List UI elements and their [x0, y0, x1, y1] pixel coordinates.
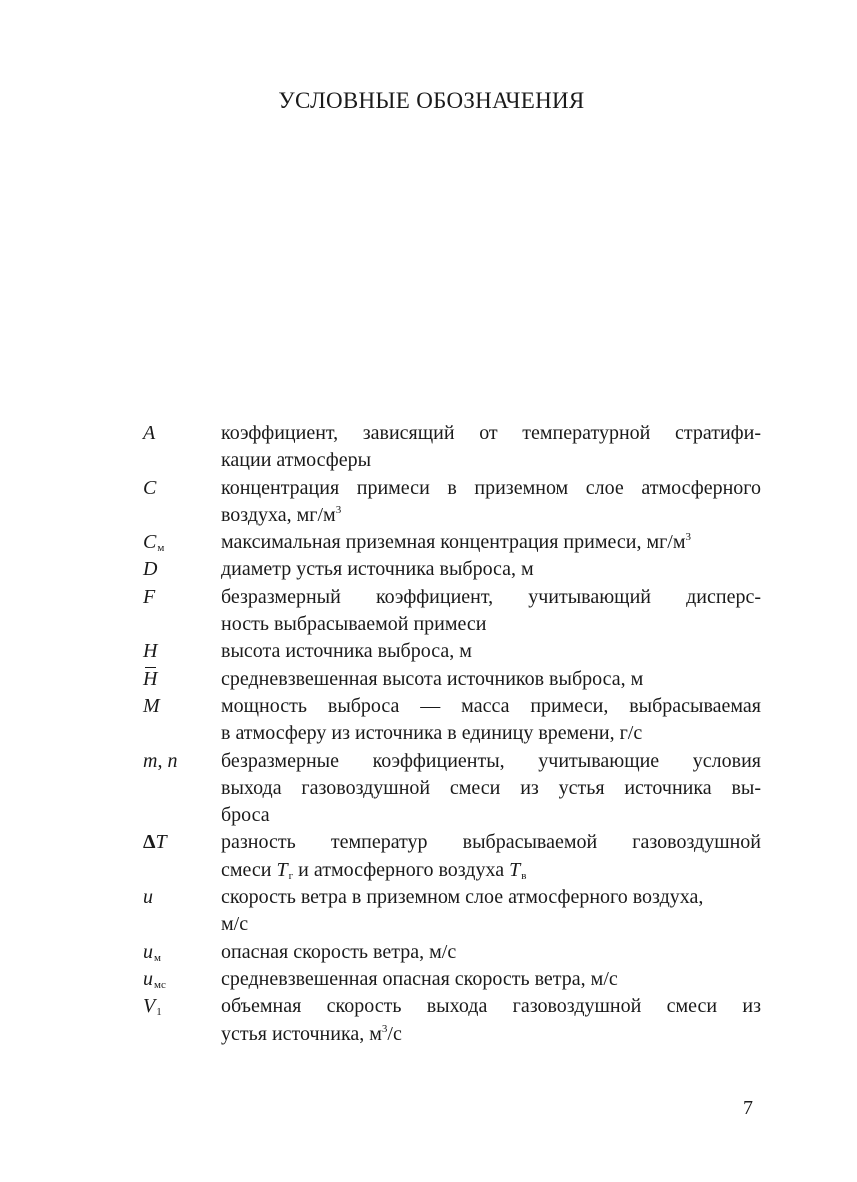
symbol: C — [143, 476, 157, 499]
list-item — [143, 748, 761, 830]
description: опасная скорость ветра, м/с — [221, 940, 457, 963]
symbol: M — [143, 694, 160, 717]
description: безразмерный коэффициент, учитывающий дисперс- ность выбрасываемой примеси — [221, 585, 761, 636]
description: мощность выброса — масса примеси, выбрасываемая в атмосферу из источника в единицу времени, г/с — [221, 694, 761, 745]
list-item — [143, 638, 761, 665]
symbol: H — [143, 640, 158, 663]
list-item — [143, 939, 761, 966]
page-number: 7 — [743, 1097, 753, 1119]
page-title: УСЛОВНЫЕ ОБОЗНАЧЕНИЯ — [278, 88, 585, 113]
symbol: F — [143, 585, 156, 608]
symbol: m, n — [143, 749, 178, 772]
symbol: u — [143, 886, 153, 909]
description: диаметр устья источника выброса, м — [221, 558, 534, 581]
symbol: $u_{мс}$ — [143, 967, 166, 991]
description: объемная скорость выхода газовоздушной смеси из устья источника, $м^3/с$ — [221, 995, 761, 1045]
list-item — [143, 829, 761, 884]
description: средневзвешенная опасная скорость ветра, м/с — [221, 967, 618, 990]
list-item — [143, 475, 761, 530]
symbol: $C_м$ — [143, 531, 165, 555]
symbol: A — [143, 422, 156, 444]
description: коэффициент, зависящий от температурной стратифи- кации атмосферы — [221, 422, 761, 472]
list-item — [143, 666, 761, 693]
description: разность температур выбрасываемой газовоздушной смеси $T_г$ и атмосферного воздуха $T_в$ — [221, 831, 761, 882]
description: безразмерные коэффициенты, учитывающие условия выхода газовоздушной смеси из устья источника вы- броса — [221, 749, 761, 827]
description: концентрация примеси в приземном слое атмосферного воздуха, $мг/м^3$ — [221, 476, 761, 526]
symbol: ΔT — [143, 831, 167, 854]
symbol: D — [143, 558, 158, 581]
description: средневзвешенная высота источников выброса, м — [221, 667, 644, 690]
list-item — [143, 993, 761, 1048]
description: максимальная приземная концентрация примеси, $мг/м^3$ — [221, 531, 692, 554]
list-item — [143, 966, 761, 993]
list-item — [143, 884, 761, 939]
list-item — [143, 420, 761, 475]
description: высота источника выброса, м — [221, 640, 472, 663]
symbol: $V_1$ — [143, 995, 162, 1019]
list-item — [143, 529, 761, 556]
list-item — [143, 584, 761, 639]
symbols-list — [143, 420, 761, 1048]
symbol: H — [143, 666, 221, 693]
symbol: $u_м$ — [143, 940, 161, 964]
description: скорость ветра в приземном слое атмосферного воздуха, м/с — [221, 886, 704, 936]
list-item — [143, 556, 761, 583]
list-item — [143, 693, 761, 748]
